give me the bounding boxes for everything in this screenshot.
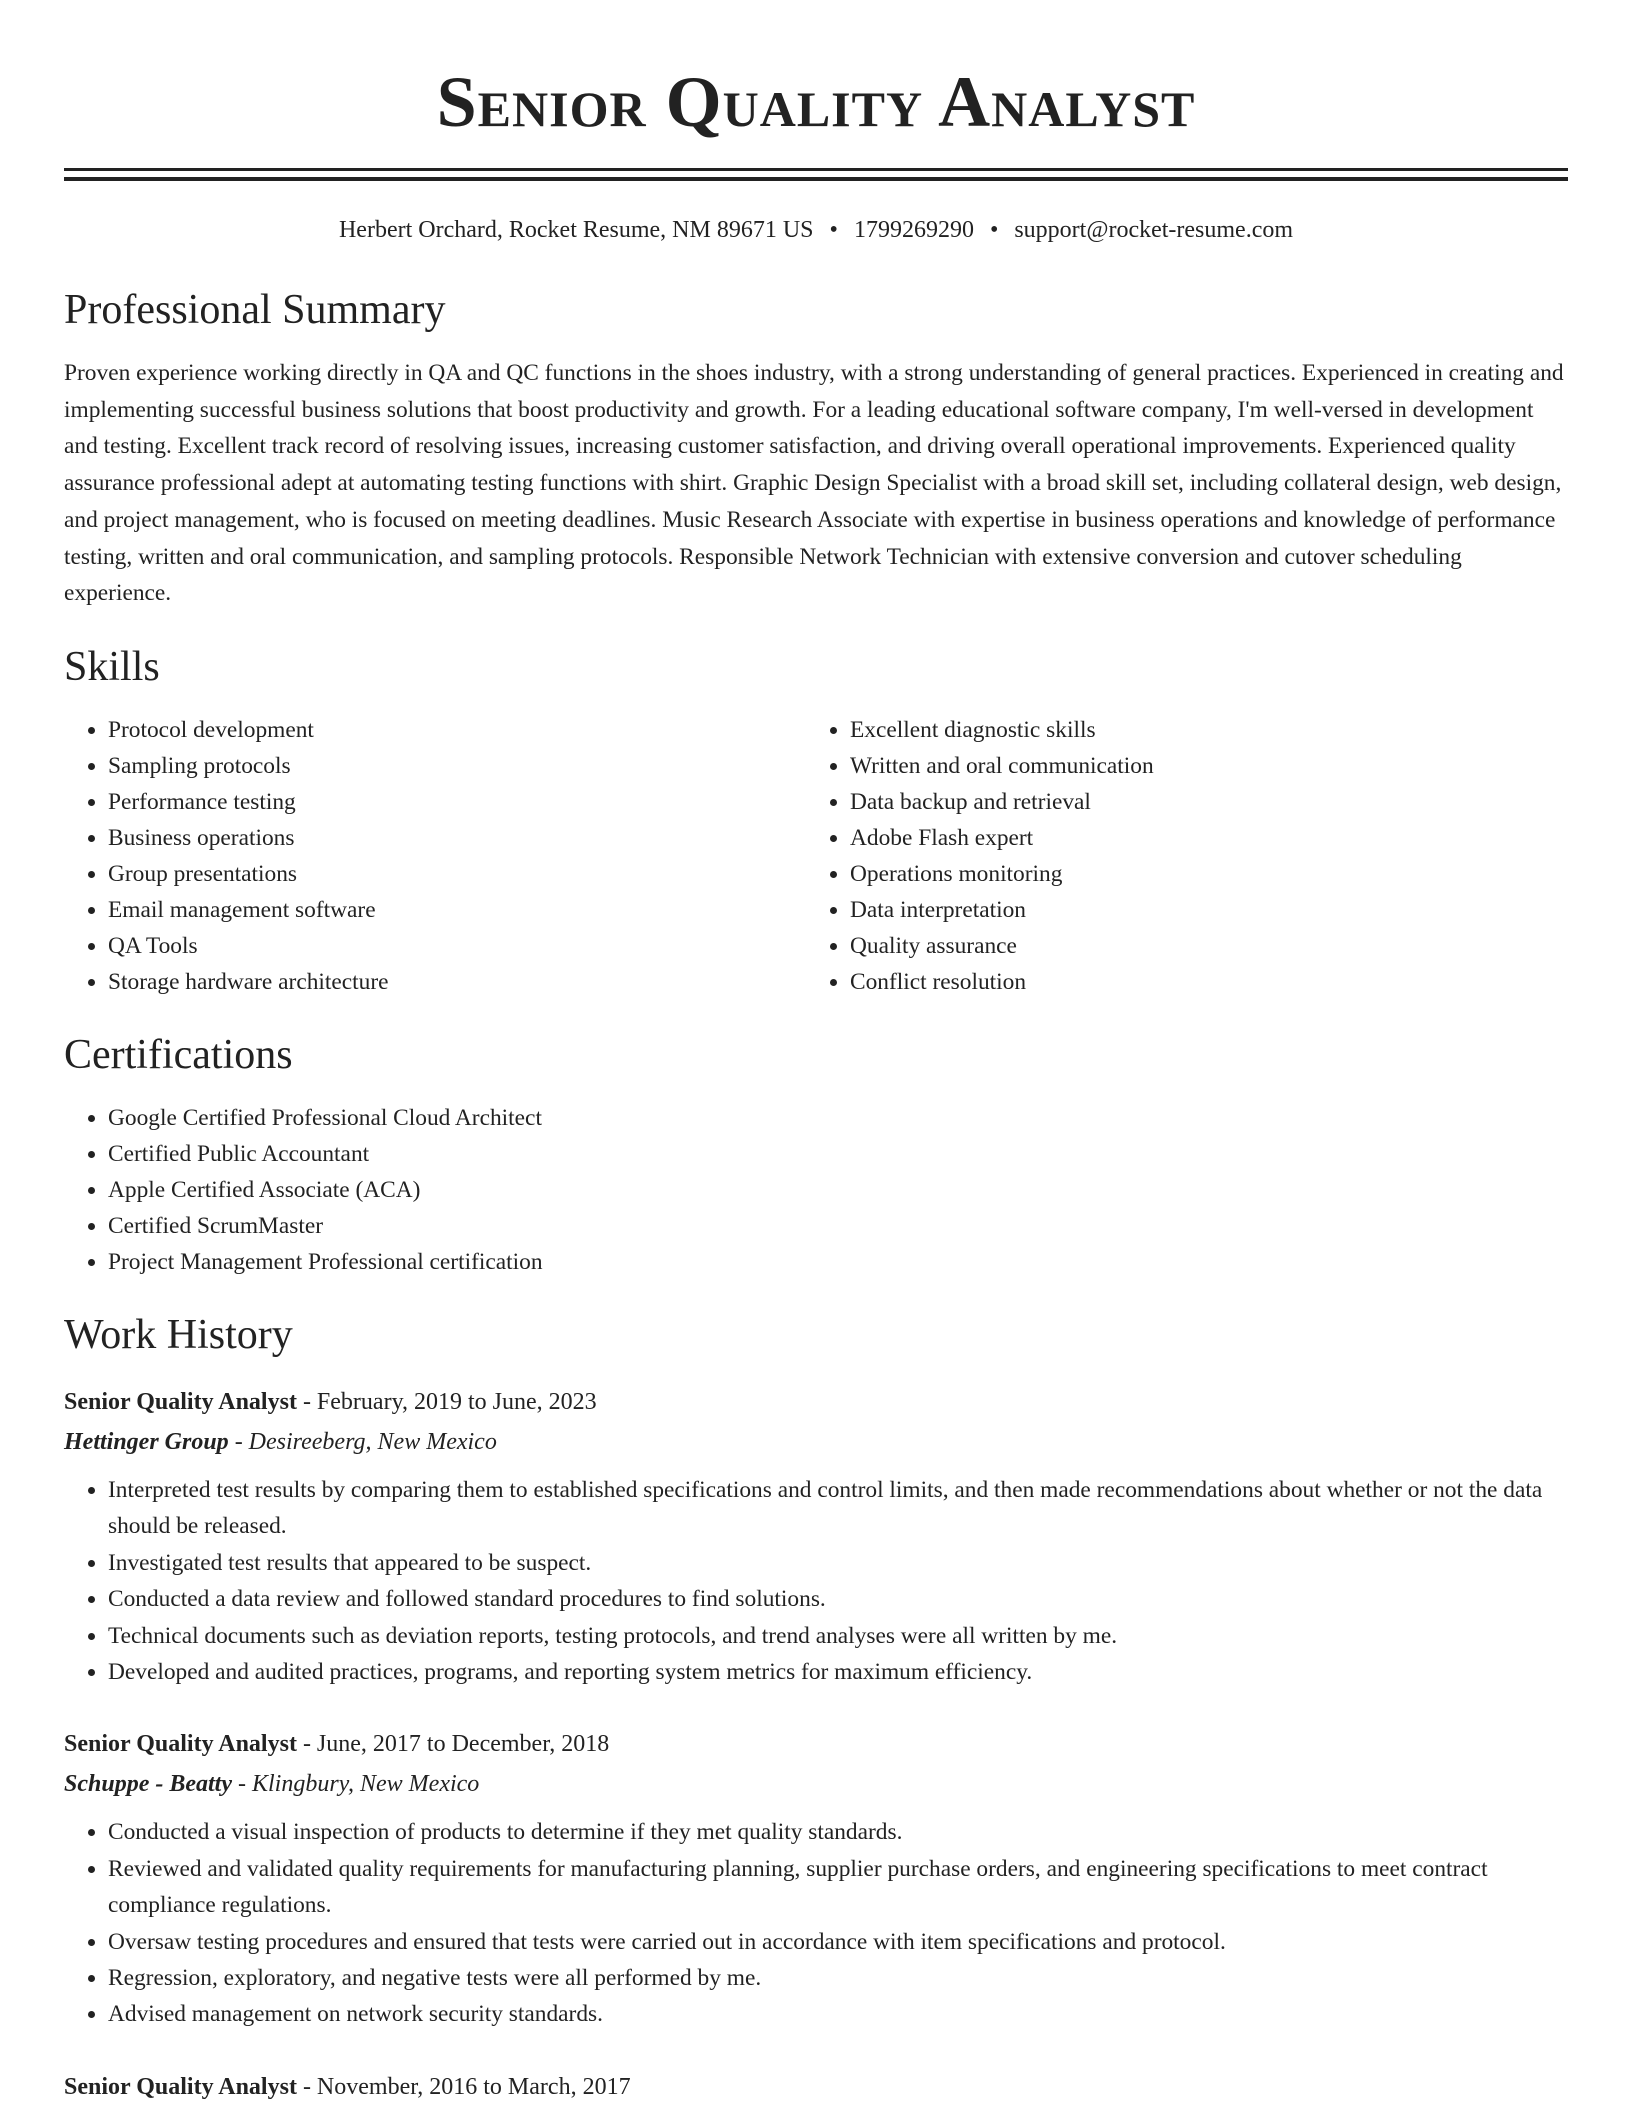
contact-separator: • — [989, 217, 999, 243]
job-bullet: • Oversaw testing procedures and ensured that tests were carried out in accordance with item specifications and protocol. — [108, 1924, 1568, 1960]
job-company-line — [64, 1422, 1568, 1462]
contact-phone: 1799269290 — [853, 217, 974, 243]
job-dates: - June, 2017 to December, 2018 — [296, 1731, 610, 1758]
job-bullet: • Developed and audited practices, programs, and reporting system metrics for maximum efficiency. — [108, 1654, 1568, 1690]
job-title: Senior Quality Analyst — [64, 1388, 297, 1415]
job-bullet: • Advised management on network security standards. — [108, 1996, 1568, 2032]
certification-item: • Apple Certified Associate (ACA) — [108, 1172, 1568, 1208]
certification-item: • Project Management Professional certification — [108, 1244, 1568, 1280]
job-entry — [64, 1724, 1568, 2032]
skills-column-left — [64, 712, 806, 1000]
skill-item: • Group presentations — [108, 856, 806, 892]
job-header — [64, 1382, 1568, 1422]
job-location: - Desireeberg, New Mexico — [228, 1428, 497, 1455]
resume-title: Senior Quality Analyst — [436, 62, 1196, 142]
job-dates: - February, 2019 to June, 2023 — [296, 1388, 597, 1415]
contact-address: Herbert Orchard, Rocket Resume, NM 89671 US — [338, 217, 814, 243]
skill-item: • Quality assurance — [850, 928, 1548, 964]
skill-item: • Email management software — [108, 892, 806, 928]
summary-heading: Professional Summary — [64, 287, 446, 333]
job-location: - Klingbury, New Mexico — [232, 1771, 480, 1798]
skills-heading: Skills — [64, 643, 160, 690]
contact-separator: • — [829, 217, 838, 243]
job-company: Hettinger Group — [64, 1428, 229, 1455]
job-bullets — [64, 1814, 1568, 2032]
job-dates: - November, 2016 to March, 2017 — [296, 2073, 631, 2100]
job-bullets — [64, 1472, 1568, 1690]
job-company: Schuppe - Beatty — [64, 1771, 232, 1798]
skills-list-right — [806, 712, 1548, 1000]
skills-list-left — [64, 712, 806, 1000]
job-title: Senior Quality Analyst — [64, 2073, 297, 2100]
skill-item: • QA Tools — [108, 928, 806, 964]
job-bullet: • Conducted a visual inspection of products to determine if they met quality standards. — [108, 1814, 1568, 1850]
job-header — [64, 2067, 1568, 2107]
work-history-heading: Work History — [64, 1311, 293, 1358]
resume-page — [64, 0, 1568, 2107]
certifications-heading: Certifications — [64, 1031, 293, 1078]
job-bullet: • Reviewed and validated quality requirements for manufacturing planning, supplier purchase orders, and engineering specifications to meet contract compliance regulations. — [108, 1851, 1568, 1924]
job-header — [64, 1724, 1568, 1764]
job-company-line — [64, 1764, 1568, 1804]
contact-line — [64, 215, 1568, 245]
skill-item: • Sampling protocols — [108, 748, 806, 784]
skill-item: • Data backup and retrieval — [850, 784, 1548, 820]
job-title: Senior Quality Analyst — [64, 1731, 297, 1758]
skill-item: • Protocol development — [108, 712, 806, 748]
job-entry — [64, 2067, 1568, 2107]
skills-columns — [64, 712, 1568, 1000]
skill-item: • Performance testing — [108, 784, 806, 820]
job-bullet: • Technical documents such as deviation reports, testing protocols, and trend analyses were all written by me. — [108, 1618, 1568, 1654]
job-bullet: • Interpreted test results by comparing them to established specifications and control limits, and then made recommendations about whether or not the data should be released. — [108, 1472, 1568, 1545]
skill-item: • Excellent diagnostic skills — [850, 712, 1548, 748]
title-rule-top — [64, 168, 1568, 171]
skill-item: • Adobe Flash expert — [850, 820, 1548, 856]
skill-item: • Business operations — [108, 820, 806, 856]
skill-item: • Data interpretation — [850, 892, 1548, 928]
job-entry — [64, 1382, 1568, 1690]
title-rule-bottom — [64, 177, 1568, 181]
certification-item: • Certified ScrumMaster — [108, 1208, 1568, 1244]
job-bullet: • Investigated test results that appeared to be suspect. — [108, 1545, 1568, 1581]
job-bullet: • Conducted a data review and followed standard procedures to find solutions. — [108, 1581, 1568, 1617]
skill-item: • Operations monitoring — [850, 856, 1548, 892]
certification-item: • Google Certified Professional Cloud Architect — [108, 1100, 1568, 1136]
skill-item: • Written and oral communication — [850, 748, 1548, 784]
job-bullet: • Regression, exploratory, and negative tests were all performed by me. — [108, 1960, 1568, 1996]
summary-text: Proven experience working directly in QA and QC functions in the shoes industry, with a strong understanding of general practices. Experienced in creating and implementing successful business solutions that boost productivity and growth. For a leading educational software company, I'm well-versed in development and testing. Excellent track record of resolving issues, increasing customer satisfaction, and driving overall operational improvements. Experienced quality assurance professional adept at automating testing functions with shirt. Graphic Design Specialist with a broad skill set, including collateral design, web design, and project management, who is focused on meeting deadlines. Music Research Associate with expertise in business operations and knowledge of performance testing, written and oral communication, and sampling protocols. Responsible Network Technician with extensive conversion and cutover scheduling experience. — [64, 360, 1564, 607]
skills-column-right — [806, 712, 1548, 1000]
certifications-list — [64, 1100, 1568, 1280]
contact-email: support@rocket-resume.com — [1014, 217, 1294, 243]
certification-item: • Certified Public Accountant — [108, 1136, 1568, 1172]
skill-item: • Storage hardware architecture — [108, 964, 806, 1000]
skill-item: • Conflict resolution — [850, 964, 1548, 1000]
